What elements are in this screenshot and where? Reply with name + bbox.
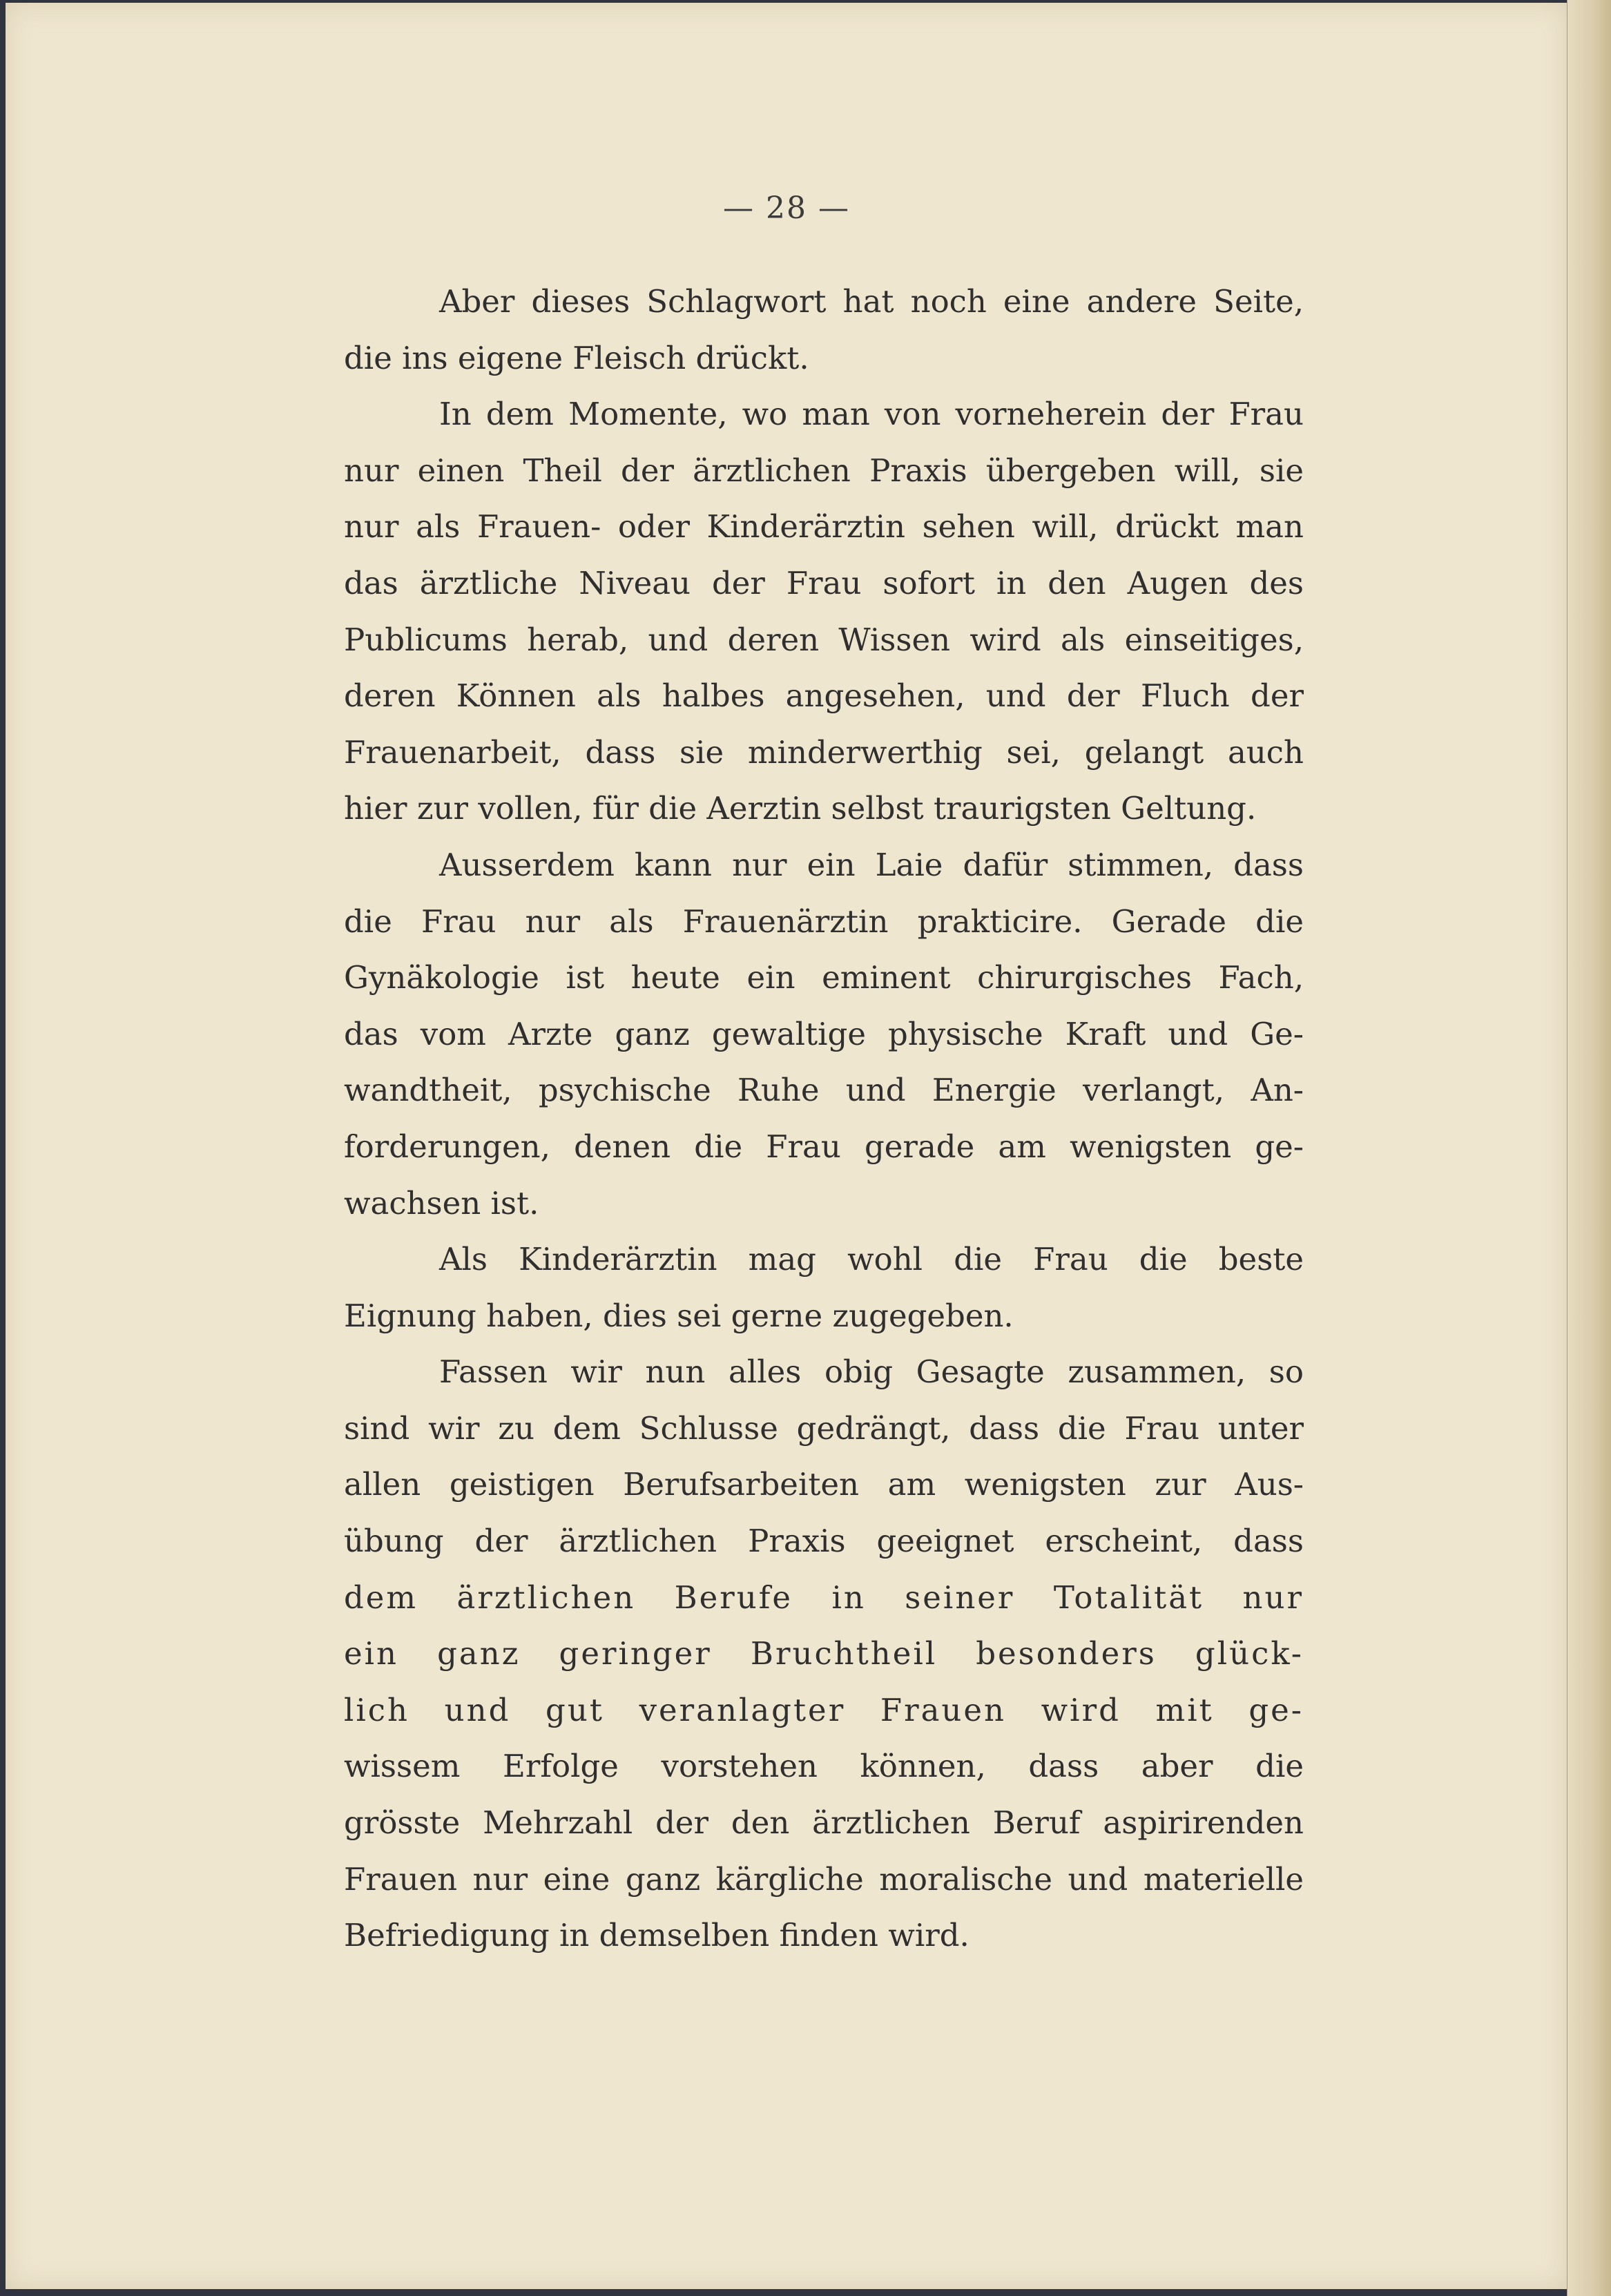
text-line: wandtheit, psychische Ruhe und Energie verlangt, An- <box>344 1072 1304 1109</box>
text-line: deren Können als halbes angesehen, und der Fluch der <box>344 677 1304 715</box>
text-line: wissem Erfolge vorstehen können, dass aber die <box>344 1748 1304 1785</box>
text-line: Aber dieses Schlagwort hat noch eine andere Seite, <box>439 283 1304 320</box>
text-line: Eignung haben, dies sei gerne zugegeben. <box>344 1297 1014 1334</box>
text-line: Publicums herab, und deren Wissen wird als einseitiges, <box>344 621 1304 658</box>
book-gutter <box>1567 0 1611 2296</box>
text-line: Frauenarbeit, dass sie minderwerthig sei, gelangt auch <box>344 733 1304 771</box>
text-line: Gynäkologie ist heute ein eminent chirurgisches Fach, <box>344 959 1304 996</box>
text-line: grösste Mehrzahl der den ärztlichen Beruf aspirirenden <box>344 1804 1304 1842</box>
text-line: allen geistigen Berufsarbeiten am wenigsten zur Aus- <box>344 1466 1304 1503</box>
body-text <box>344 273 1304 1964</box>
text-line: hier zur vollen, für die Aerztin selbst traurigsten Geltung. <box>344 790 1257 827</box>
text-line: nur einen Theil der ärztlichen Praxis übergeben will, sie <box>344 452 1304 489</box>
text-line: nur als Frauen- oder Kinderärztin sehen will, drückt man <box>344 508 1304 546</box>
text-line: Ausserdem kann nur ein Laie dafür stimmen, dass <box>439 846 1304 883</box>
text-line: ein ganz geringer Bruchtheil besonders glück- <box>344 1635 1304 1672</box>
text-line: das vom Arzte ganz gewaltige physische Kraft und Ge- <box>344 1015 1304 1052</box>
text-line: sind wir zu dem Schlusse gedrängt, dass die Frau unter <box>344 1409 1304 1447</box>
text-line: lich und gut veranlagter Frauen wird mit ge- <box>344 1691 1304 1728</box>
text-line: die ins eigene Fleisch drückt. <box>344 339 809 376</box>
text-line: dem ärztlichen Berufe in seiner Totalität nur <box>344 1579 1304 1616</box>
text-line: das ärztliche Niveau der Frau sofort in den Augen des <box>344 564 1304 601</box>
text-line: Als Kinderärztin mag wohl die Frau die beste <box>439 1241 1304 1278</box>
text-line: Befriedigung in demselben finden wird. <box>344 1917 970 1954</box>
text-line: forderungen, denen die Frau gerade am wenigsten ge- <box>344 1128 1304 1165</box>
page-number: — 28 — <box>723 191 850 226</box>
text-line: In dem Momente, wo man von vorneherein der Frau <box>439 396 1304 433</box>
text-line: Fassen wir nun alles obig Gesagte zusammen, so <box>439 1353 1304 1391</box>
book-page <box>6 3 1567 2289</box>
text-line: Frauen nur eine ganz kärgliche moralische und materielle <box>344 1860 1304 1898</box>
text-line: übung der ärztlichen Praxis geeignet erscheint, dass <box>344 1523 1304 1560</box>
text-line: wachsen ist. <box>344 1184 539 1222</box>
text-line: die Frau nur als Frauenärztin prakticire. Gerade die <box>344 903 1304 940</box>
